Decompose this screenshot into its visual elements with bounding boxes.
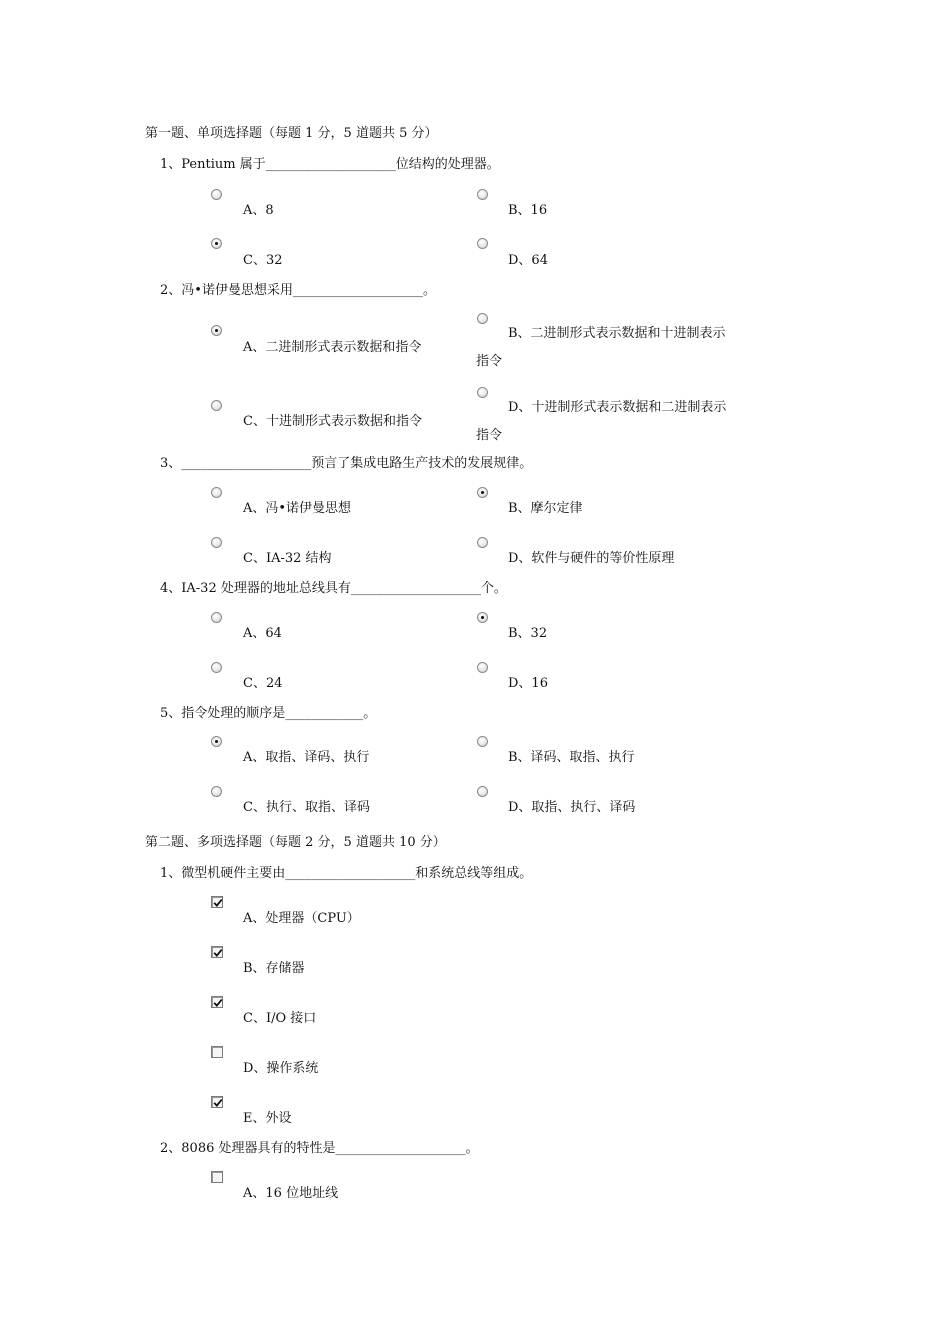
checkbox[interactable]: [211, 1171, 223, 1183]
option-label: B、32: [508, 626, 548, 641]
checkmark-icon: [212, 997, 224, 1009]
option-label: B、摩尔定律: [508, 501, 583, 516]
option-label: D、操作系统: [243, 1061, 319, 1076]
radio-selected-dot: [215, 329, 218, 332]
section-title-multiple-choice: 第二题、多项选择题（每题 2 分，5 道题共 10 分）: [145, 835, 446, 850]
radio-button[interactable]: [477, 238, 488, 249]
radio-button[interactable]: [477, 487, 488, 498]
checkbox[interactable]: [211, 996, 223, 1008]
checkbox[interactable]: [211, 946, 223, 958]
option-label: D、16: [508, 676, 548, 691]
question-stem: 4、IA-32 处理器的地址总线具有____________________个。: [160, 581, 507, 596]
question-stem: 1、微型机硬件主要由____________________和系统总线等组成。: [160, 866, 533, 881]
checkmark-icon: [212, 947, 224, 959]
checkbox[interactable]: [211, 1096, 223, 1108]
option-label: C、十进制形式表示数据和指令: [243, 414, 422, 429]
option-label: C、执行、取指、译码: [243, 800, 370, 815]
option-label: D、64: [508, 253, 548, 268]
checkmark-icon: [212, 1097, 224, 1109]
option-label: A、64: [243, 626, 282, 641]
option-label: A、8: [243, 203, 274, 218]
radio-selected-dot: [215, 740, 218, 743]
option-label: A、处理器（CPU）: [243, 911, 360, 926]
radio-button[interactable]: [211, 238, 222, 249]
question-stem: 2、8086 处理器具有的特性是____________________。: [160, 1141, 479, 1156]
radio-button[interactable]: [211, 736, 222, 747]
option-label: C、24: [243, 676, 283, 691]
option-label: D、软件与硬件的等价性原理: [508, 551, 675, 566]
radio-button[interactable]: [477, 612, 488, 623]
radio-button[interactable]: [211, 662, 222, 673]
radio-button[interactable]: [211, 189, 222, 200]
option-label: B、译码、取指、执行: [508, 750, 635, 765]
question-stem: 3、____________________预言了集成电路生产技术的发展规律。: [160, 456, 533, 471]
option-label: D、取指、执行、译码: [508, 800, 636, 815]
question-stem: 1、Pentium 属于____________________位结构的处理器。: [160, 157, 500, 172]
option-label: E、外设: [243, 1111, 292, 1126]
radio-selected-dot: [481, 491, 484, 494]
option-label: A、取指、译码、执行: [243, 750, 370, 765]
radio-selected-dot: [481, 616, 484, 619]
checkmark-icon: [212, 897, 224, 909]
question-stem: 2、冯•诺伊曼思想采用____________________。: [160, 283, 436, 298]
radio-button[interactable]: [211, 487, 222, 498]
option-label: A、16 位地址线: [243, 1186, 339, 1201]
option-label: B、存储器: [243, 961, 305, 976]
radio-button[interactable]: [477, 662, 488, 673]
checkbox[interactable]: [211, 1046, 223, 1058]
radio-button[interactable]: [211, 612, 222, 623]
question-stem: 5、指令处理的顺序是____________。: [160, 706, 377, 721]
option-label: D、十进制形式表示数据和二进制表示指令: [476, 400, 727, 443]
radio-selected-dot: [215, 242, 218, 245]
checkbox[interactable]: [211, 896, 223, 908]
option-label: C、I/O 接口: [243, 1011, 317, 1026]
option-label: B、16: [508, 203, 548, 218]
radio-button[interactable]: [211, 400, 222, 411]
radio-button[interactable]: [211, 325, 222, 336]
radio-button[interactable]: [211, 537, 222, 548]
radio-button[interactable]: [477, 537, 488, 548]
radio-button[interactable]: [477, 736, 488, 747]
option-label: A、二进制形式表示数据和指令: [243, 340, 422, 355]
radio-button[interactable]: [211, 786, 222, 797]
option-label: C、IA-32 结构: [243, 551, 332, 566]
radio-button[interactable]: [477, 189, 488, 200]
option-label: A、冯•诺伊曼思想: [243, 501, 352, 516]
radio-button[interactable]: [477, 786, 488, 797]
section-title-single-choice: 第一题、单项选择题（每题 1 分，5 道题共 5 分）: [145, 126, 438, 141]
option-label: C、32: [243, 253, 283, 268]
option-label: B、二进制形式表示数据和十进制表示指令: [476, 326, 726, 369]
